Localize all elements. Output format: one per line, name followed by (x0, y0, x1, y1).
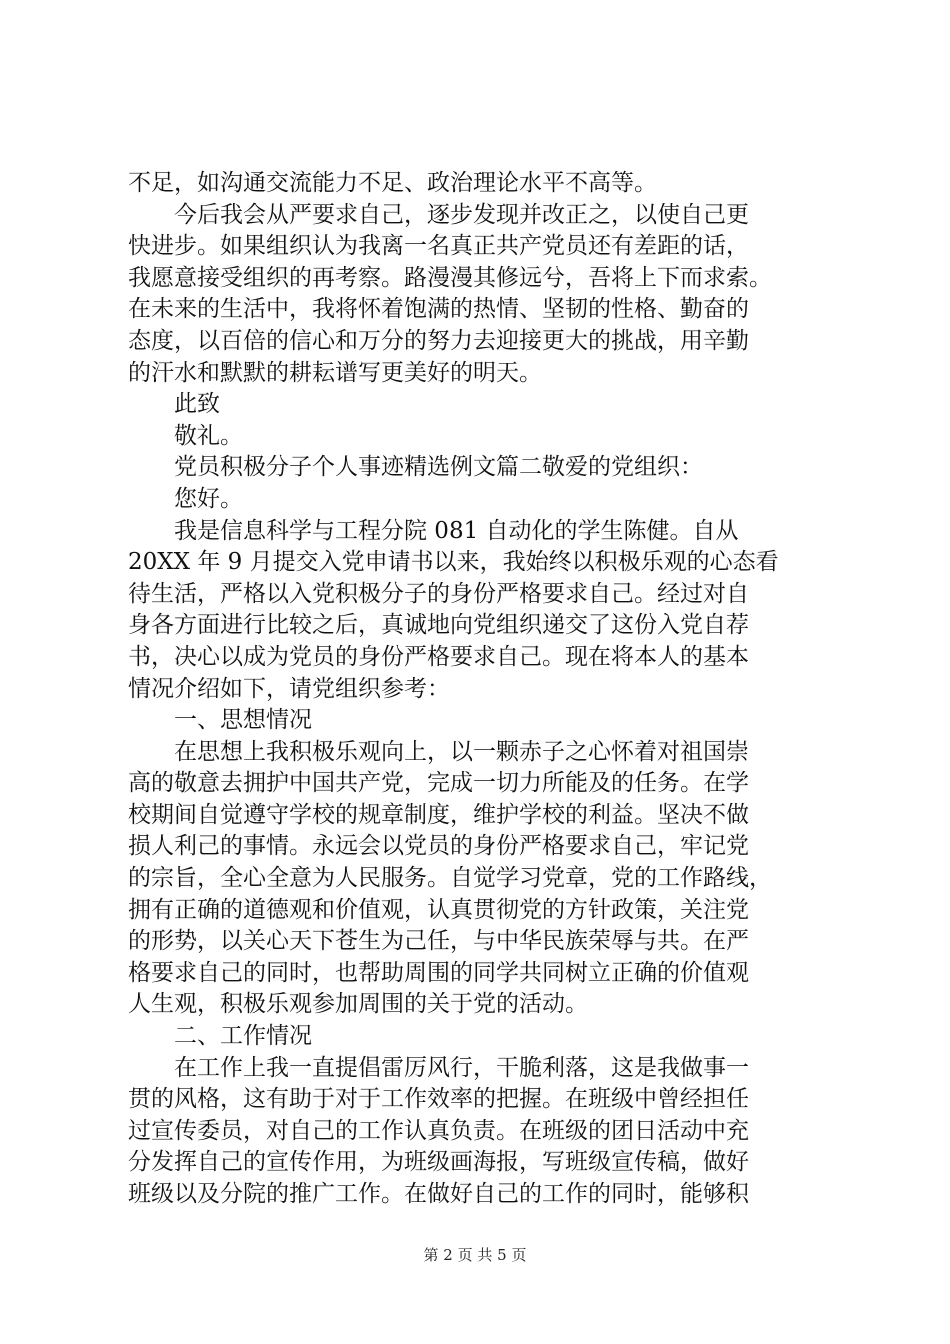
text-line: 过宣传委员，对自己的工作认真负责。在班级的团日活动中充 (128, 1117, 749, 1144)
closing-respect: 敬礼。 (174, 422, 243, 449)
text-line: 分发挥自己的宣传作用，为班级画海报，写班级宣传稿，做好 (128, 1149, 749, 1176)
text-line: 不足，如沟通交流能力不足、政治理论水平不高等。 (128, 170, 657, 196)
text-line: 损人利己的事情。永远会以党员的身份严格要求自己，牢记党 (128, 833, 749, 860)
text-line: 书，决心以成为党员的身份严格要求自己。现在将本人的基本 (128, 643, 749, 670)
text-line: 拥有正确的道德观和价值观，认真贯彻党的方针政策，关注党 (128, 896, 749, 923)
text-line: 人生观，积极乐观参加周围的关于党的活动。 (128, 991, 588, 1018)
closing-salutation: 此致 (174, 391, 220, 418)
text-line: 的汗水和默默的耕耘谱写更美好的明天。 (128, 359, 542, 386)
text-line: 情况介绍如下，请党组织参考： (128, 675, 450, 702)
page-footer: 第 2 页 共 5 页 (423, 1246, 527, 1264)
text-line: 我是信息科学与工程分院 081 自动化的学生陈健。自从 (174, 517, 739, 544)
subsection-heading: 二、工作情况 (174, 1023, 312, 1050)
text-line: 身各方面进行比较之后，真诚地向党组织递交了这份入党自荐 (128, 612, 749, 639)
text-line: 待生活，严格以入党积极分子的身份严格要求自己。经过对自 (128, 580, 749, 607)
text-line: 校期间自觉遵守学校的规章制度，维护学校的利益。坚决不做 (128, 801, 749, 828)
text-line: 格要求自己的同时，也帮助周围的同学共同树立正确的价值观 (128, 959, 749, 986)
text-line: 班级以及分院的推广工作。在做好自己的工作的同时，能够积 (128, 1181, 749, 1207)
text-line: 的形势，以关心天下苍生为己任，与中华民族荣辱与共。在严 (128, 928, 749, 955)
text-line: 贯的风格，这有助于对于工作效率的把握。在班级中曾经担任 (128, 1086, 749, 1113)
document-body (128, 168, 848, 1211)
text-line: 快进步。如果组织认为我离一名真正共产党员还有差距的话， (128, 233, 749, 260)
section-heading: 党员积极分子个人事迹精选例文篇二敬爱的党组织： (174, 454, 703, 481)
text-line: 在思想上我积极乐观向上，以一颗赤子之心怀着对祖国崇 (174, 738, 749, 765)
text-line: 态度，以百倍的信心和万分的努力去迎接更大的挑战，用辛勤 (128, 327, 749, 354)
text-line: 我愿意接受组织的再考察。路漫漫其修远兮，吾将上下而求索。 (128, 264, 772, 291)
text-line: 在未来的生活中，我将怀着饱满的热情、坚韧的性格、勤奋的 (128, 296, 749, 323)
text-line: 20XX 年 9 月提交入党申请书以来，我始终以积极乐观的心态看 (128, 549, 779, 576)
text-line: 今后我会从严要求自己，逐步发现并改正之，以使自己更 (174, 201, 749, 228)
text-line: 在工作上我一直提倡雷厉风行，干脆利落，这是我做事一 (174, 1054, 749, 1081)
text-line: 高的敬意去拥护中国共产党，完成一切力所能及的任务。在学 (128, 770, 749, 797)
text-line: 的宗旨，全心全意为人民服务。自觉学习党章，党的工作路线， (128, 865, 772, 892)
greeting: 您好。 (174, 485, 243, 512)
subsection-heading: 一、思想情况 (174, 707, 312, 734)
